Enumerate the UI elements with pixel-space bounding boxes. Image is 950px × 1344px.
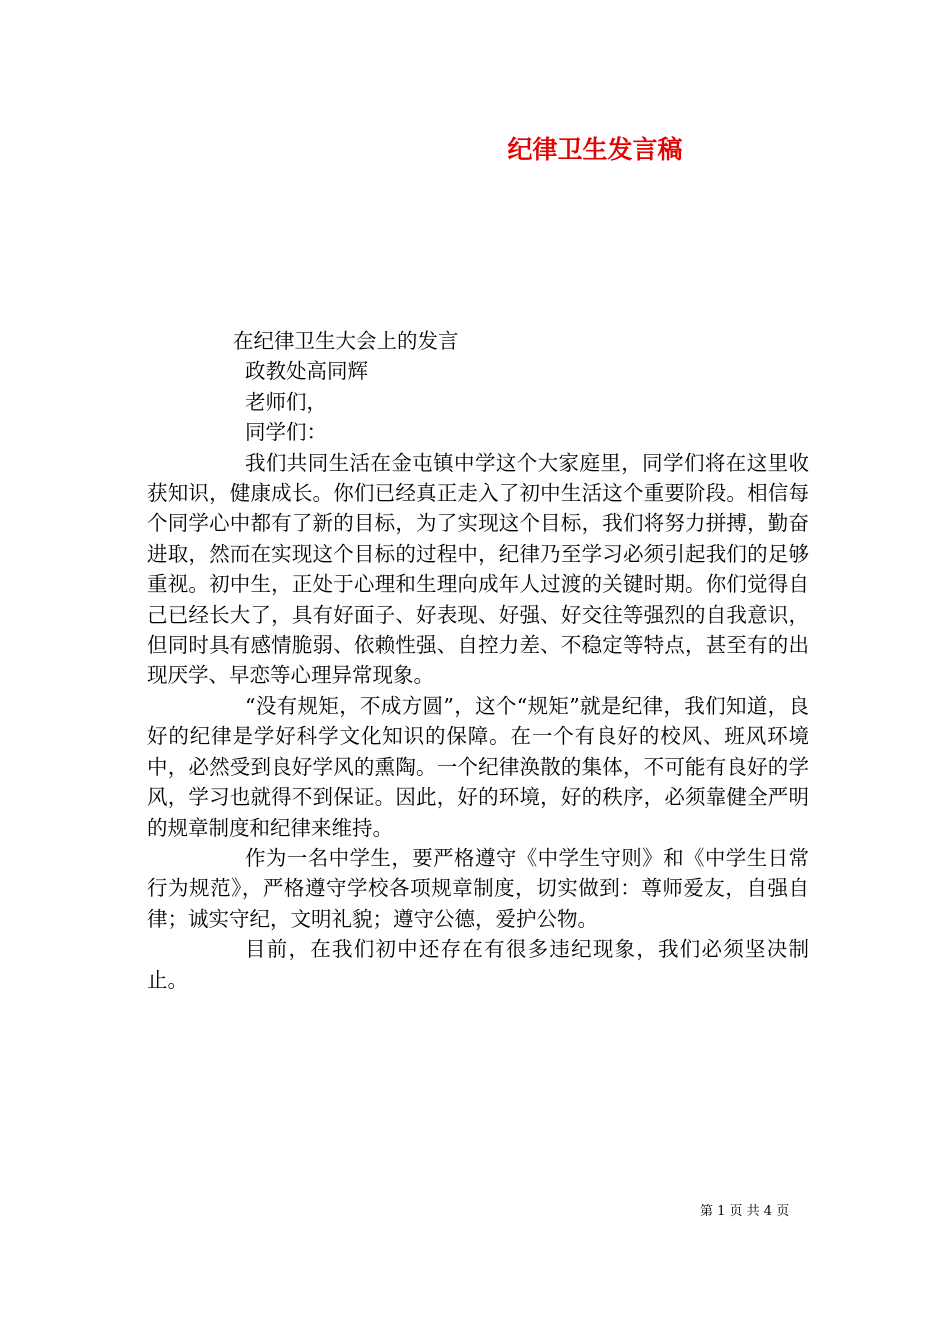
paragraph-3: 作为一名中学生，要严格遵守《中学生守则》和《中学生日常行为规范》，严格遵守学校各项规章制度，切实做到：尊师爱友，自强自律；诚实守纪，文明礼貌；遵守公德，爱护公物。	[147, 845, 809, 931]
salutation-teachers: 老师们，	[245, 389, 327, 414]
paragraph-4: 目前，在我们初中还存在有很多违纪现象，我们必须坚决制止。	[147, 937, 809, 992]
page-footer: 第 1 页 共 4 页	[700, 1204, 790, 1219]
document-body	[147, 326, 809, 995]
speech-heading: 在纪律卫生大会上的发言	[233, 329, 459, 353]
salutation-students: 同学们：	[245, 420, 327, 445]
document-title: 纪律卫生发言稿	[507, 135, 683, 164]
speaker-line: 政教处高同辉	[245, 359, 368, 384]
paragraph-1: 我们共同生活在金屯镇中学这个大家庭里，同学们将在这里收获知识，健康成长。你们已经真正走入了初中生活这个重要阶段。相信每个同学心中都有了新的目标，为了实现这个目标，我们将努力拼搏，勤奋进取，然而在实现这个目标的过程中，纪律乃至学习必须引起我们的足够重视。初中生，正处于心理和生理向成年人过渡的关键时期。你们觉得自己已经长大了，具有好面子、好表现、好强、好交往等强烈的自我意识，但同时具有感情脆弱、依赖性强、自控力差、不稳定等特点，甚至有的出现厌学、早恋等心理异常现象。	[147, 450, 809, 688]
paragraph-2: “没有规矩，不成方圆”，这个“规矩”就是纪律，我们知道，良好的纪律是学好科学文化知识的保障。在一个有良好的校风、班风环境中，必然受到良好学风的熏陶。一个纪律涣散的集体，不可能有良好的学风，学习也就得不到保证。因此，好的环境，好的秩序，必须靠健全严明的规章制度和纪律来维持。	[147, 693, 809, 840]
